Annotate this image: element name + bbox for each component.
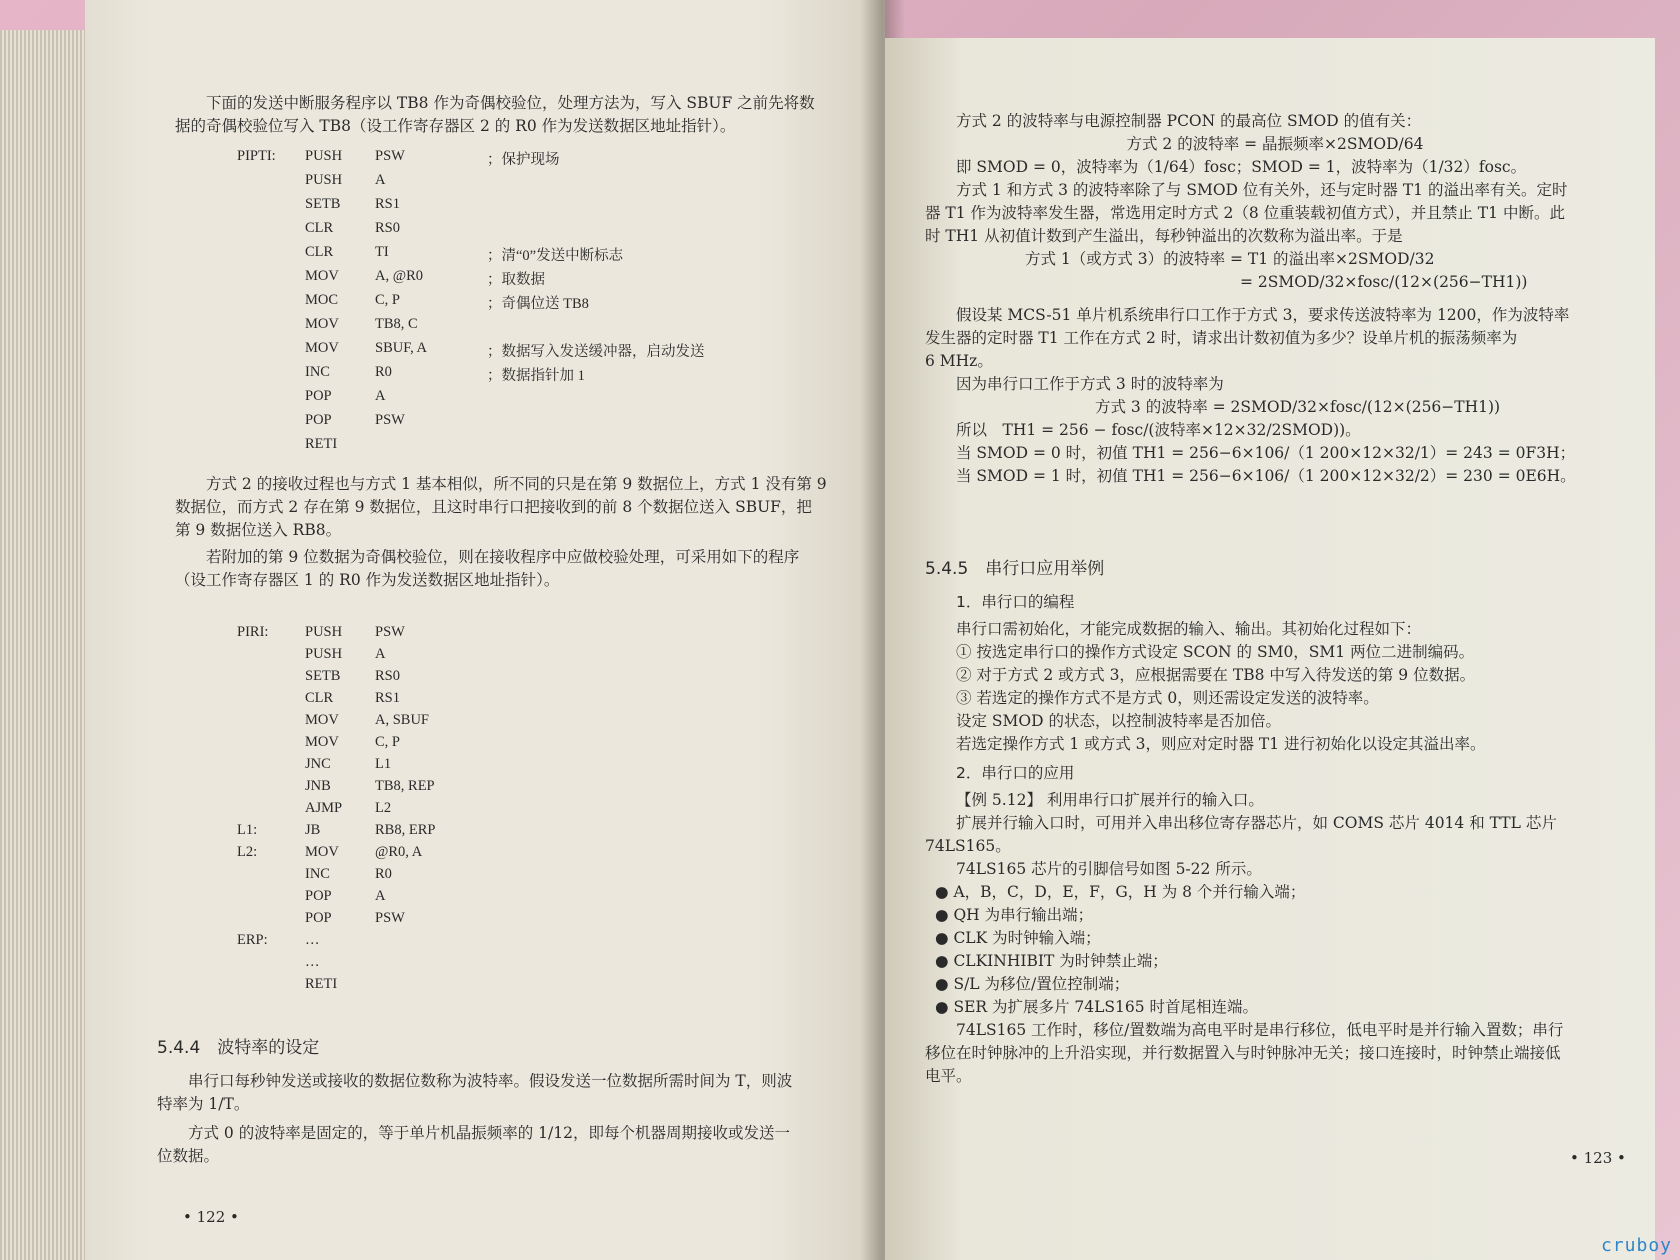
subsection-title: 1．串行口的编程 (956, 593, 1075, 611)
code-line (237, 778, 857, 800)
code-op: MOV (305, 340, 339, 356)
text-line: 若附加的第 9 位数据为奇偶校验位，则在接收程序中应做校验处理，可采用如下的程序 (206, 548, 800, 566)
formula: 方式 2 的波特率 = 晶振频率×2SMOD/64 (1126, 135, 1424, 153)
code-label: PIRI: (237, 624, 269, 640)
code-arg: A, SBUF (375, 712, 429, 728)
code-op: JNB (305, 778, 331, 794)
code-line (237, 364, 857, 388)
code-line (237, 668, 857, 690)
text-line: 据的奇偶校验位写入 TB8（设工作寄存器区 2 的 R0 作为发送数据区地址指针）。 (175, 117, 736, 135)
code-arg: R0 (375, 866, 392, 882)
code-arg: A (375, 646, 386, 662)
text-line: 移位在时钟脉冲的上升沿实现，并行数据置入与时钟脉冲无关；接口连接时，时钟禁止端接低 (925, 1044, 1561, 1062)
code-label: L1: (237, 822, 258, 838)
code-line (237, 292, 857, 316)
text-line: 假设某 MCS-51 单片机系统串行口工作于方式 3，要求传送波特率为 1200，作为波特率 (956, 306, 1570, 324)
watermark-text: cruboy (1600, 1235, 1672, 1256)
code-op: SETB (305, 668, 341, 684)
code-label: L2: (237, 844, 258, 860)
code-arg: C, P (375, 292, 400, 308)
left-intro (175, 92, 875, 138)
code-op: INC (305, 866, 330, 882)
text-line: 串行口每秒钟发送或接收的数据位数称为波特率。假设发送一位数据所需时间为 T，则波 (188, 1072, 793, 1090)
text-line: 方式 2 的接收过程也与方式 1 基本相似，所不同的只是在第 9 数据位上，方式 1 没有第 9 (206, 475, 827, 493)
code-line (237, 268, 857, 292)
text-line: 设定 SMOD 的状态，以控制波特率是否加倍。 (956, 712, 1281, 730)
formula: 方式 3 的波特率 = 2SMOD/32×fosc/(12×(256−TH1)) (1095, 398, 1501, 416)
text-line: ② 对于方式 2 或方式 3，应根据需要在 TB8 中写入待发送的第 9 位数据。 (956, 666, 1476, 684)
code-label: ERP: (237, 932, 268, 948)
code-listing-transmit (237, 148, 857, 468)
right-section-445 (925, 558, 1625, 1088)
code-op: MOV (305, 316, 339, 332)
formula: 方式 1（或方式 3）的波特率 = T1 的溢出率×2SMOD/32 (1025, 250, 1435, 268)
text-line: 发生器的定时器 T1 工作在方式 2 时，请求出计数初值为多少？设单片机的振荡频率为 (925, 329, 1518, 347)
code-line (237, 734, 857, 756)
code-line (237, 388, 857, 412)
code-op: RETI (305, 976, 338, 992)
code-line (237, 196, 857, 220)
code-arg: L2 (375, 800, 392, 816)
text-line: 方式 2 的波特率与电源控制器 PCON 的最高位 SMOD 的值有关： (956, 112, 1422, 130)
code-line (237, 976, 857, 998)
code-arg: A (375, 388, 386, 404)
code-op: … (305, 954, 320, 970)
text-line: 因为串行口工作于方式 3 时的波特率为 (956, 375, 1224, 393)
code-op: AJMP (305, 800, 343, 816)
code-line (237, 148, 857, 172)
code-arg: C, P (375, 734, 400, 750)
page-number-left: • 122 • (183, 1208, 239, 1226)
text-line: 即 SMOD = 0，波特率为（1/64）fosc；SMOD = 1，波特率为（1/32）fosc。 (956, 158, 1527, 176)
code-op: MOV (305, 844, 339, 860)
text-line: 时 TH1 从初值计数到产生溢出，每秒钟溢出的次数称为溢出率。于是 (925, 227, 1403, 245)
text-line: （设工作寄存器区 1 的 R0 作为发送数据区地址指针）。 (175, 571, 560, 589)
left-section-444 (157, 1037, 877, 1168)
text-line: 74LS165 芯片的引脚信号如图 5-22 所示。 (956, 860, 1262, 878)
text-line: ③ 若选定的操作方式不是方式 0，则还需设定发送的波特率。 (956, 689, 1379, 707)
code-op: MOC (305, 292, 339, 308)
code-op: SETB (305, 196, 341, 212)
bullet-item: ● A，B，C，D，E，F，G，H 为 8 个并行输入端； (935, 883, 1306, 901)
code-cmt: ；清“0”发送中断标志 (487, 248, 624, 264)
code-op: POP (305, 888, 332, 904)
code-line (237, 712, 857, 734)
text-line: 特率为 1/T。 (157, 1095, 250, 1113)
text-line: ① 按选定串行口的操作方式设定 SCON 的 SM0，SM1 两位二进制编码。 (956, 643, 1475, 661)
code-cmt: ；取数据 (487, 272, 545, 288)
section-title: 5.4.4 波特率的设定 (157, 1038, 320, 1058)
code-op: PUSH (305, 172, 343, 188)
code-arg: PSW (375, 624, 405, 640)
text-line: 位数据。 (157, 1147, 220, 1165)
code-op: CLR (305, 220, 334, 236)
page-number-right: • 123 • (1570, 1149, 1626, 1167)
text-line: 串行口需初始化，才能完成数据的输入、输出。其初始化过程如下： (956, 620, 1422, 638)
code-line (237, 756, 857, 778)
bullet-item: ● S/L 为移位/置位控制端； (935, 975, 1130, 993)
code-line (237, 646, 857, 668)
code-listing-receive (237, 624, 857, 1024)
code-op: POP (305, 388, 332, 404)
code-arg: RS1 (375, 690, 400, 706)
code-op: JNC (305, 756, 331, 772)
code-arg: PSW (375, 148, 405, 164)
bullet-item: ● CLKINHIBIT 为时钟禁止端； (935, 952, 1168, 970)
code-arg: @R0, A (375, 844, 423, 860)
left-page (85, 0, 885, 1260)
code-op: POP (305, 910, 332, 926)
code-arg: RS0 (375, 220, 400, 236)
text-line: 第 9 数据位送入 RB8。 (175, 521, 342, 539)
text-line: 74LS165 工作时，移位/置数端为高电平时是串行移位，低电平时是并行输入置数；串行 (956, 1021, 1564, 1039)
code-op: JB (305, 822, 321, 838)
code-line (237, 932, 857, 954)
code-cmt: ；数据指针加 1 (487, 368, 585, 384)
code-cmt: ；奇偶位送 TB8 (487, 296, 589, 312)
code-arg: PSW (375, 910, 405, 926)
code-arg: RB8, ERP (375, 822, 436, 838)
code-arg: A (375, 888, 386, 904)
code-op: PUSH (305, 148, 343, 164)
code-arg: A, @R0 (375, 268, 423, 284)
section-title: 5.4.5 串行口应用举例 (925, 559, 1105, 579)
code-arg: RS1 (375, 196, 400, 212)
code-line (237, 888, 857, 910)
code-arg: A (375, 172, 386, 188)
text-line: 74LS165。 (925, 837, 1011, 855)
code-line (237, 340, 857, 364)
code-line (237, 624, 857, 646)
right-top (925, 110, 1625, 488)
bullet-item: ● SER 为扩展多片 74LS165 时首尾相连端。 (935, 998, 1259, 1016)
text-line: 扩展并行输入口时，可用并入串出移位寄存器芯片，如 COMS 芯片 4014 和 TTL 芯片 (956, 814, 1557, 832)
code-op: PUSH (305, 646, 343, 662)
text-line: 方式 0 的波特率是固定的，等于单片机晶振频率的 1/12，即每个机器周期接收或发送一 (188, 1124, 790, 1142)
code-op: INC (305, 364, 330, 380)
code-line (237, 822, 857, 844)
code-op: RETI (305, 436, 338, 452)
code-op: MOV (305, 268, 339, 284)
code-cmt: ；保护现场 (487, 152, 560, 168)
code-arg: R0 (375, 364, 392, 380)
text-line: 【例 5.12】 利用串行口扩展并行的输入口。 (956, 791, 1264, 809)
code-op: CLR (305, 244, 334, 260)
bullet-item: ● CLK 为时钟输入端； (935, 929, 1101, 947)
code-line (237, 412, 857, 436)
code-op: POP (305, 412, 332, 428)
left-para2 (175, 473, 875, 592)
code-line (237, 844, 857, 866)
text-line: 当 SMOD = 1 时，初值 TH1 = 256−6×106/（1 200×12×32/2）= 230 = 0E6H。 (956, 467, 1576, 485)
text-line: 器 T1 作为波特率发生器，常选用定时方式 2（8 位重装载初值方式），并且禁止 T1 中断。此 (925, 204, 1565, 222)
right-page (885, 38, 1655, 1260)
bullet-item: ● QH 为串行输出端； (935, 906, 1094, 924)
code-op: CLR (305, 690, 334, 706)
code-line (237, 220, 857, 244)
book-page-edges (0, 30, 95, 1260)
text-line: 方式 1 和方式 3 的波特率除了与 SMOD 位有关外，还与定时器 T1 的溢出率有关。定时 (956, 181, 1568, 199)
text-line: 下面的发送中断服务程序以 TB8 作为奇偶校验位，处理方法为，写入 SBUF 之前先将数 (206, 94, 815, 112)
code-cmt: ；数据写入发送缓冲器，启动发送 (487, 344, 705, 360)
code-line (237, 910, 857, 932)
subsection-title: 2．串行口的应用 (956, 764, 1075, 782)
code-arg: PSW (375, 412, 405, 428)
code-op: … (305, 932, 320, 948)
text-line: 若选定操作方式 1 或方式 3，则应对定时器 T1 进行初始化以设定其溢出率。 (956, 735, 1486, 753)
formula: = 2SMOD/32×fosc/(12×(256−TH1)) (1240, 273, 1528, 291)
code-arg: SBUF, A (375, 340, 428, 356)
code-line (237, 172, 857, 196)
text-line: 当 SMOD = 0 时，初值 TH1 = 256−6×106/（1 200×12×32/1）= 243 = 0F3H； (956, 444, 1576, 462)
code-line (237, 436, 857, 460)
code-arg: RS0 (375, 668, 400, 684)
code-arg: TB8, REP (375, 778, 435, 794)
text-line: 6 MHz。 (925, 352, 993, 370)
code-line (237, 800, 857, 822)
text-line: 电平。 (925, 1067, 972, 1085)
code-line (237, 866, 857, 888)
text-line: 数据位，而方式 2 存在第 9 数据位，且这时串行口把接收到的前 8 个数据位送入 SBUF，把 (175, 498, 812, 516)
code-line (237, 316, 857, 340)
code-op: MOV (305, 712, 339, 728)
code-arg: L1 (375, 756, 392, 772)
code-op: PUSH (305, 624, 343, 640)
code-line (237, 244, 857, 268)
code-op: MOV (305, 734, 339, 750)
code-arg: TB8, C (375, 316, 418, 332)
text-line: 所以 TH1 = 256 − fosc/(波特率×12×32/2SMOD))。 (956, 421, 1361, 439)
code-label: PIPTI: (237, 148, 276, 164)
code-line (237, 954, 857, 976)
code-line (237, 690, 857, 712)
code-arg: TI (375, 244, 389, 260)
